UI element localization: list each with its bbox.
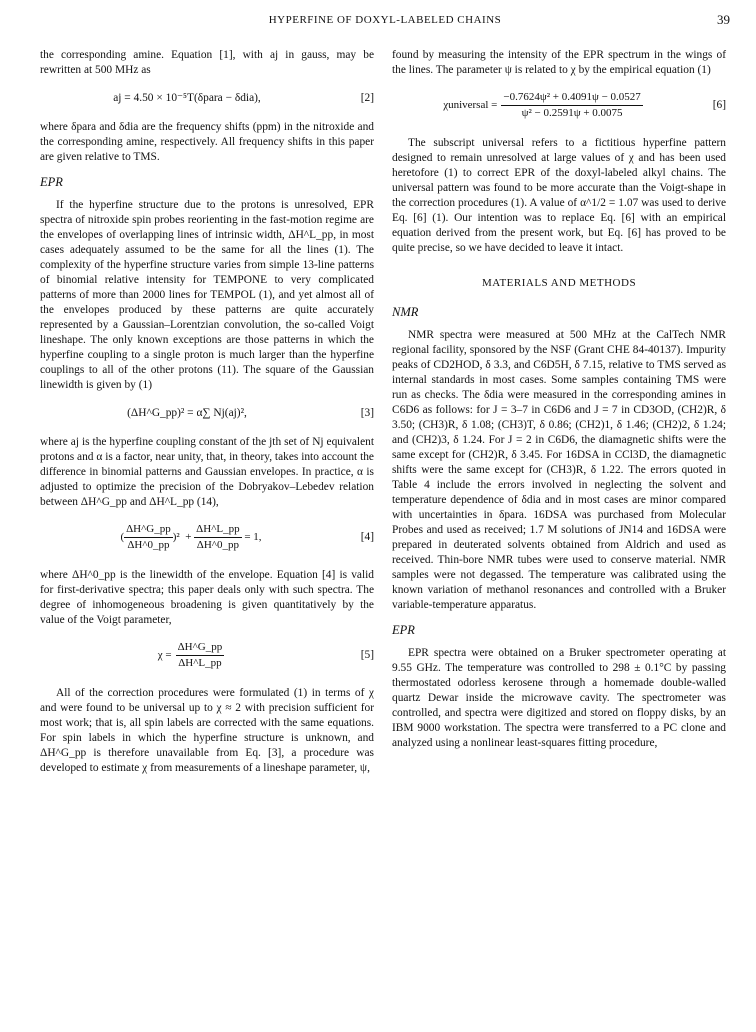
paragraph: the corresponding amine. Equation [1], with aj in gauss, may be rewritten at 500 MHz as: [40, 49, 374, 76]
page-number: 39: [717, 12, 730, 27]
numerator: −0.7624ψ² + 0.4091ψ − 0.0527: [501, 90, 642, 106]
paragraph: The subscript universal refers to a fictitious hyperfine pattern designed to remain unresolved at large values of χ and has been used heretofore (1) to correct EPR of the doxyl-labeled alkyl chains. The universal pattern was found to be more accurate than the Voigt-shape in the correction procedures (1). A value of α^1/2 = 1.07 was used to derive Eq. [6] (1). Our intention was to replace Eq. [6] with an empirical equation derived from the present work, but Eq. [6] has proved to be quite precise, so we have decided to leave it intact.: [392, 137, 726, 254]
running-title: HYPERFINE OF DOXYL-LABELED CHAINS: [268, 14, 502, 26]
equation-4: [40, 516, 374, 562]
paragraph: found by measuring the intensity of the EPR spectrum in the wings of the lines. The parameter ψ is related to χ by the empirical equation (1): [392, 49, 726, 76]
equation-body: [40, 640, 342, 671]
denominator: ψ² − 0.2591ψ + 0.0075: [521, 107, 623, 119]
equation-number: [4]: [360, 531, 374, 543]
equation-body: ( $\frac{\Delta H\^{}G\_pp}{\Delta H\^{}0\_pp}$ )² + $\frac{\Delta H\^{}L\_pp}{\Delta H\^{}0\_pp}$ = 1,: [120, 523, 262, 551]
fraction-gauss: [124, 522, 173, 553]
numerator: ΔH^G_pp: [124, 522, 173, 538]
left-column: [40, 48, 374, 776]
equation-2: [40, 84, 374, 114]
denominator: ΔH^0_pp: [196, 539, 239, 551]
fraction-lorentz: [194, 522, 241, 553]
denominator: ΔH^L_pp: [178, 657, 222, 669]
paren: )²: [172, 531, 180, 544]
numerator: ΔH^G_pp: [176, 640, 225, 656]
paren: (: [120, 531, 125, 544]
section-heading-methods: MATERIALS AND METHODS: [481, 277, 637, 289]
equation-lhs: χuniversal =: [443, 99, 498, 111]
paragraph: where ΔH^0_pp is the linewidth of the envelope. Equation [4] is valid for first-derivative spectra; this paper deals only with such spectra. The degree of inhomogeneous broadening is given quantitatively by the value of the Voigt parameter,: [40, 569, 374, 626]
denominator: ΔH^0_pp: [127, 539, 170, 551]
running-header: [40, 14, 730, 34]
numerator: ΔH^L_pp: [194, 522, 241, 538]
equation-number: [3]: [360, 407, 374, 419]
paragraph: If the hyperfine structure due to the protons is unresolved, EPR spectra of nitroxide spin probes reorienting in the fast-motion regime are the envelopes of overlapping lines of intrinsic width, ΔH^L_pp, in most cases adequately assumed to be the same for all the lines (1). The complexity of the hyperfine structure varies from simple 13-line patterns of binomial relative intensity for TEMPONE to very complicated patterns of more than 2000 lines for TEMPOL (1), and yet almost all of the envelopes produced by these patterns are quite accurately represented by a Gaussian–Lorentzian convolution, the so-called Voigt lineshape. The only known exceptions are those patterns in which the hyperfine coupling to a single proton is much larger than the hyperfine couplings to all of the other protons (11). The square of the Gaussian linewidth is given by (1): [40, 199, 374, 391]
section-heading-epr-methods: EPR: [392, 623, 415, 637]
equation-body: aj = 4.50 × 10⁻⁵T(δpara − δdia),: [113, 92, 261, 104]
equation-lhs: χ =: [157, 649, 172, 661]
fraction-universal: [501, 90, 642, 121]
paragraph: where aj is the hyperfine coupling constant of the jth set of Nj equivalent protons and α is a factor, near unity, that, in theory, takes into account the difference in binomial patterns and Gaussian envelopes. In practice, α is adjusted to optimize the precision of the Dobryakov–Lebedev relation between ΔH^G_pp and ΔH^L_pp (14),: [40, 436, 374, 508]
paragraph: EPR spectra were obtained on a Bruker spectrometer operating at 9.55 GHz. The temperature was controlled to 298 ± 0.1°C by passing thermostated odorless kerosene through a homemade double-walled quartz Dewar inside the microwave cavity. The spectrometer was controlled, and spectra were digitized and stored on floppy disks, by an IBM 9000 workstation. The spectra were transferred to a PC clone and analyzed using a nonlinear least-squares fitting procedure,: [392, 647, 726, 749]
equation-6: [392, 84, 726, 130]
equation-3: [40, 399, 374, 429]
section-heading-nmr: NMR: [392, 305, 419, 319]
equation-5: [40, 634, 374, 680]
equation-number: [5]: [360, 649, 374, 661]
right-column: [392, 48, 726, 751]
paragraph: All of the correction procedures were formulated (1) in terms of χ and were found to be universal up to χ ≈ 2 with precision sufficient for most work; that is, all spin labels are corrected with the same equations. For spin labels in which the hyperfine structure is unknown, and ΔH^G_pp is therefore unavailable from Eq. [3], a procedure was developed to estimate χ from measurements of a lineshape parameter, ψ,: [40, 687, 374, 774]
equation-tail: = 1,: [244, 531, 262, 544]
equation-number: [6]: [712, 99, 726, 111]
paragraph: where δpara and δdia are the frequency shifts (ppm) in the nitroxide and the corresponding amine, respectively. All frequency shifts in this paper are given relative to TMS.: [40, 121, 374, 163]
section-heading-epr: EPR: [40, 175, 63, 189]
fraction-voigt: [176, 640, 225, 671]
equation-number: [2]: [360, 92, 374, 104]
equation-body: (ΔH^G_pp)² = α∑ Nj(aj)²,: [127, 407, 247, 419]
equation-body: [392, 90, 694, 121]
paragraph: NMR spectra were measured at 500 MHz at the CalTech NMR regional facility, sponsored by the NSF (Grant CHE 84-40137). Impurity peaks of CD2HOD, δ 3.3, and C6D5H, δ 7.15, relative to TMS served as internal standards in most cases. Some samples containing TMS were run as checks. The δdia were measured in the corresponding amines in C6D6 as follows: for J = 3–7 in C6D6 and J = 7 in CD3OD, (CH2)R, δ 3.50; (CH3)R, δ 1.08; (CH3)T, δ 0.86; (CH2)1, δ 1.46; (CH2)2, δ 1.24; and (CH2)3, δ 1.24. For J = 2 in C6D6, the diamagnetic shifts were the same except for (CH2)R, δ 3.45. For 16DSA in CCl3D, the diamagnetic shifts were the same except for (CH3)R, δ 1.22. The errors quoted in Table 4 include the errors involved in neglecting the solvent and temperature dependence of δdia and in most cases are minor compared with uncertainties in δpara. 16DSA was purchased from Molecular Probes and used as received; 1.7 M solutions of JN14 and 16DSA were prepared in deuterated solvents obtained from Aldrich and used as received. Thin-bore NMR tubes were used to conserve material. NMR samples were not degassed. The temperature was calibrated using the known variation of methanol resonances and controlled with a Bruker variable-temperature apparatus.: [392, 329, 726, 611]
